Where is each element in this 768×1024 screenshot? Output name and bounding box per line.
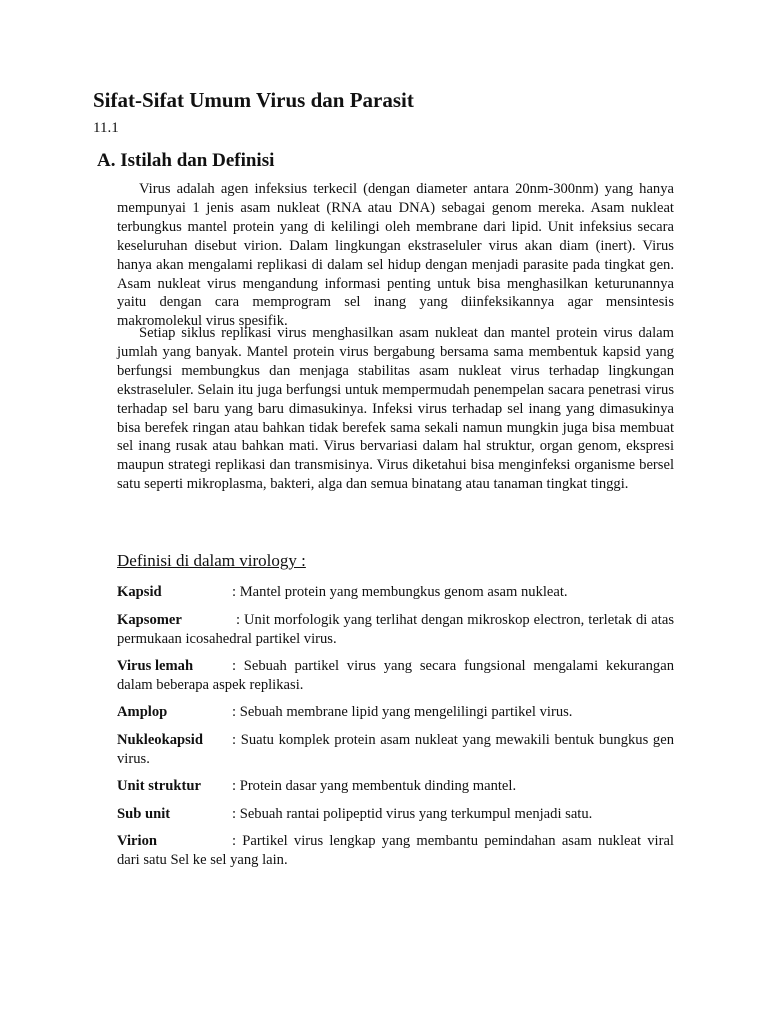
definition-term: Kapsid [117, 584, 162, 600]
definition-text: : Mantel protein yang membungkus genom asam nukleat. [232, 584, 568, 600]
definition-item-virion [117, 832, 674, 870]
definition-text: : Sebuah partikel virus yang secara fungsional mengalami kekurangan dalam beberapa aspek replikasi. [117, 658, 674, 693]
definition-term: Virion [117, 833, 157, 849]
definition-item-unit-struktur [117, 777, 674, 796]
definition-text: : Suatu komplek protein asam nukleat yang mewakili bentuk bungkus gen virus. [117, 732, 674, 767]
definition-term: Nukleokapsid [117, 732, 203, 748]
definition-text: : Unit morfologik yang terlihat dengan mikroskop electron, terletak di atas permukaan icosahedral partikel virus. [117, 612, 674, 647]
definition-item-virus-lemah [117, 657, 674, 695]
definition-text: : Sebuah membrane lipid yang mengelilingi partikel virus. [232, 704, 573, 720]
definition-item-sub-unit [117, 805, 674, 824]
paragraph-replication-cycle: Setiap siklus replikasi virus menghasilkan asam nukleat dan mantel protein virus dalam jumlah yang banyak. Mantel protein virus bergabung bersama sama membentuk kapsid yang berfungsi membungkus dan menjaga stabilitas asam nukleat virus terhadap lingkungan ekstraseluler. Selain itu juga berfungsi untuk mempermudah penempelan sacara penetrasi virus terhadap sel baru yang baru dimasukinya. Infeksi virus terhadap sel inang yang dimasukinya bisa berefek ringan atau bahkan tidak berefek sama sekali namun mungkin juga bisa membuat sel inang rusak atau bahkan mati. Virus bervariasi dalam hal struktur, organ genom, ekspresi maupun strategi replikasi dan transmisinya. Virus diketahui bisa menginfeksi organisme bersel satu seperti mikroplasma, bakteri, alga dan semua binatang atau tanaman tingkat tinggi. [117, 325, 674, 493]
document-title: Sifat-Sifat Umum Virus dan Parasit [93, 88, 414, 112]
definition-text: : Partikel virus lengkap yang membantu pemindahan asam nukleat viral dari satu Sel ke sel yang lain. [117, 833, 674, 868]
definition-item-nukleokapsid [117, 731, 674, 769]
definition-text: : Protein dasar yang membentuk dinding mantel. [232, 778, 517, 794]
definition-term: Unit struktur [117, 778, 201, 794]
definition-term: Amplop [117, 704, 168, 720]
definition-item-kapsid [117, 583, 674, 602]
section-heading: A. Istilah dan Definisi [97, 150, 275, 171]
definition-term: Virus lemah [117, 658, 194, 674]
definition-term: Sub unit [117, 806, 171, 822]
section-number: 11.1 [93, 120, 119, 136]
definition-item-kapsomer [117, 611, 674, 649]
paragraph-virus-definition: Virus adalah agen infeksius terkecil (dengan diameter antara 20nm-300nm) yang hanya mempunyai 1 jenis asam nukleat (RNA atau DNA) sebagai genom mereka. Asam nukleat terbungkus mantel protein yang di kelilingi oleh membrane dari lipid. Unit infeksius secara keseluruhan disebut virion. Dalam lingkungan ekstraseluler virus akan diam (inert). Virus hanya akan mengalami replikasi di dalam sel hidup dengan menjadi parasite pada tingkat gen. Asam nukleat virus mengandung informasi penting untuk bisa menghasilkan keturunannya yaitu dengan cara memprogram sel inang yang diinfeksikannya agar mensintesis makromolekul virus spesifik. [117, 181, 674, 330]
definition-item-amplop [117, 703, 674, 722]
definitions-heading: Definisi di dalam virology : [117, 551, 306, 570]
definition-term: Kapsomer [117, 612, 182, 628]
definition-text: : Sebuah rantai polipeptid virus yang terkumpul menjadi satu. [232, 806, 593, 822]
